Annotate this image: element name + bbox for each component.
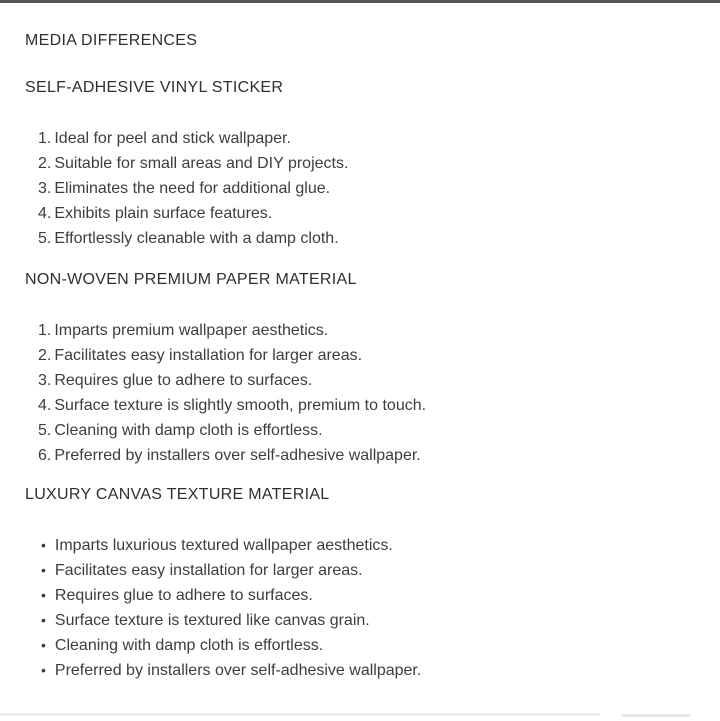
list-item-text: Requires glue to adhere to surfaces.	[54, 587, 313, 604]
list-item-text: Cleaning with damp cloth is effortless.	[54, 637, 324, 654]
list-item-text: Eliminates the need for additional glue.	[54, 180, 331, 197]
list-item	[38, 393, 695, 418]
list-item-text: Preferred by installers over self-adhesive wallpaper.	[54, 662, 422, 679]
bottom-border-bar-segment	[622, 714, 690, 717]
list-item	[38, 126, 695, 151]
list-item	[41, 533, 695, 558]
list-item-number: 3.	[38, 180, 52, 197]
non-woven-paper-list	[25, 318, 695, 468]
list-item-text: Exhibits plain surface features.	[54, 205, 273, 222]
document-body	[25, 33, 695, 683]
list-item	[41, 558, 695, 583]
list-item-number: 6.	[38, 447, 52, 464]
canvas-texture-list	[25, 533, 695, 683]
list-item	[41, 633, 695, 658]
list-item-number: 2.	[38, 347, 52, 364]
document-title: MEDIA DIFFERENCES	[25, 32, 198, 49]
bullet-icon: •	[41, 662, 46, 678]
list-item-text: Effortlessly cleanable with a damp cloth.	[54, 230, 339, 247]
list-item-text: Cleaning with damp cloth is effortless.	[54, 422, 323, 439]
bullet-icon: •	[41, 562, 46, 578]
list-item-text: Facilitates easy installation for larger areas.	[54, 347, 363, 364]
list-item	[41, 583, 695, 608]
bullet-icon: •	[41, 537, 46, 553]
list-item	[38, 318, 695, 343]
top-border-bar	[0, 0, 720, 3]
list-item-number: 5.	[38, 230, 52, 247]
list-item-text: Facilitates easy installation for larger areas.	[54, 562, 363, 579]
list-item-number: 2.	[38, 155, 52, 172]
bullet-icon: •	[41, 612, 46, 628]
list-item-text: Surface texture is slightly smooth, premium to touch.	[54, 397, 427, 414]
list-item	[38, 443, 695, 468]
bottom-border-bar	[0, 713, 600, 716]
list-item	[38, 226, 695, 251]
list-item	[38, 368, 695, 393]
list-item-number: 3.	[38, 372, 52, 389]
list-item	[38, 343, 695, 368]
list-item	[38, 201, 695, 226]
list-item-text: Imparts luxurious textured wallpaper aesthetics.	[54, 537, 393, 554]
list-item-number: 5.	[38, 422, 52, 439]
bullet-icon: •	[41, 587, 46, 603]
list-item-number: 4.	[38, 205, 52, 222]
list-item	[38, 151, 695, 176]
section-heading-non-woven-paper: NON-WOVEN PREMIUM PAPER MATERIAL	[25, 271, 357, 288]
list-item-text: Preferred by installers over self-adhesive wallpaper.	[54, 447, 421, 464]
bullet-icon: •	[41, 637, 46, 653]
list-item-text: Imparts premium wallpaper aesthetics.	[54, 322, 329, 339]
section-heading-vinyl-sticker: SELF-ADHESIVE VINYL STICKER	[25, 79, 284, 96]
list-item	[38, 176, 695, 201]
section-heading-canvas-texture: LUXURY CANVAS TEXTURE MATERIAL	[25, 486, 330, 503]
list-item-number: 1.	[38, 130, 52, 147]
list-item-text: Surface texture is textured like canvas grain.	[54, 612, 370, 629]
list-item-text: Suitable for small areas and DIY projects.	[54, 155, 349, 172]
list-item	[41, 658, 695, 683]
list-item-text: Ideal for peel and stick wallpaper.	[54, 130, 291, 147]
vinyl-sticker-list	[25, 126, 695, 251]
list-item	[41, 608, 695, 633]
list-item	[38, 418, 695, 443]
list-item-text: Requires glue to adhere to surfaces.	[54, 372, 313, 389]
list-item-number: 1.	[38, 322, 52, 339]
list-item-number: 4.	[38, 397, 52, 414]
